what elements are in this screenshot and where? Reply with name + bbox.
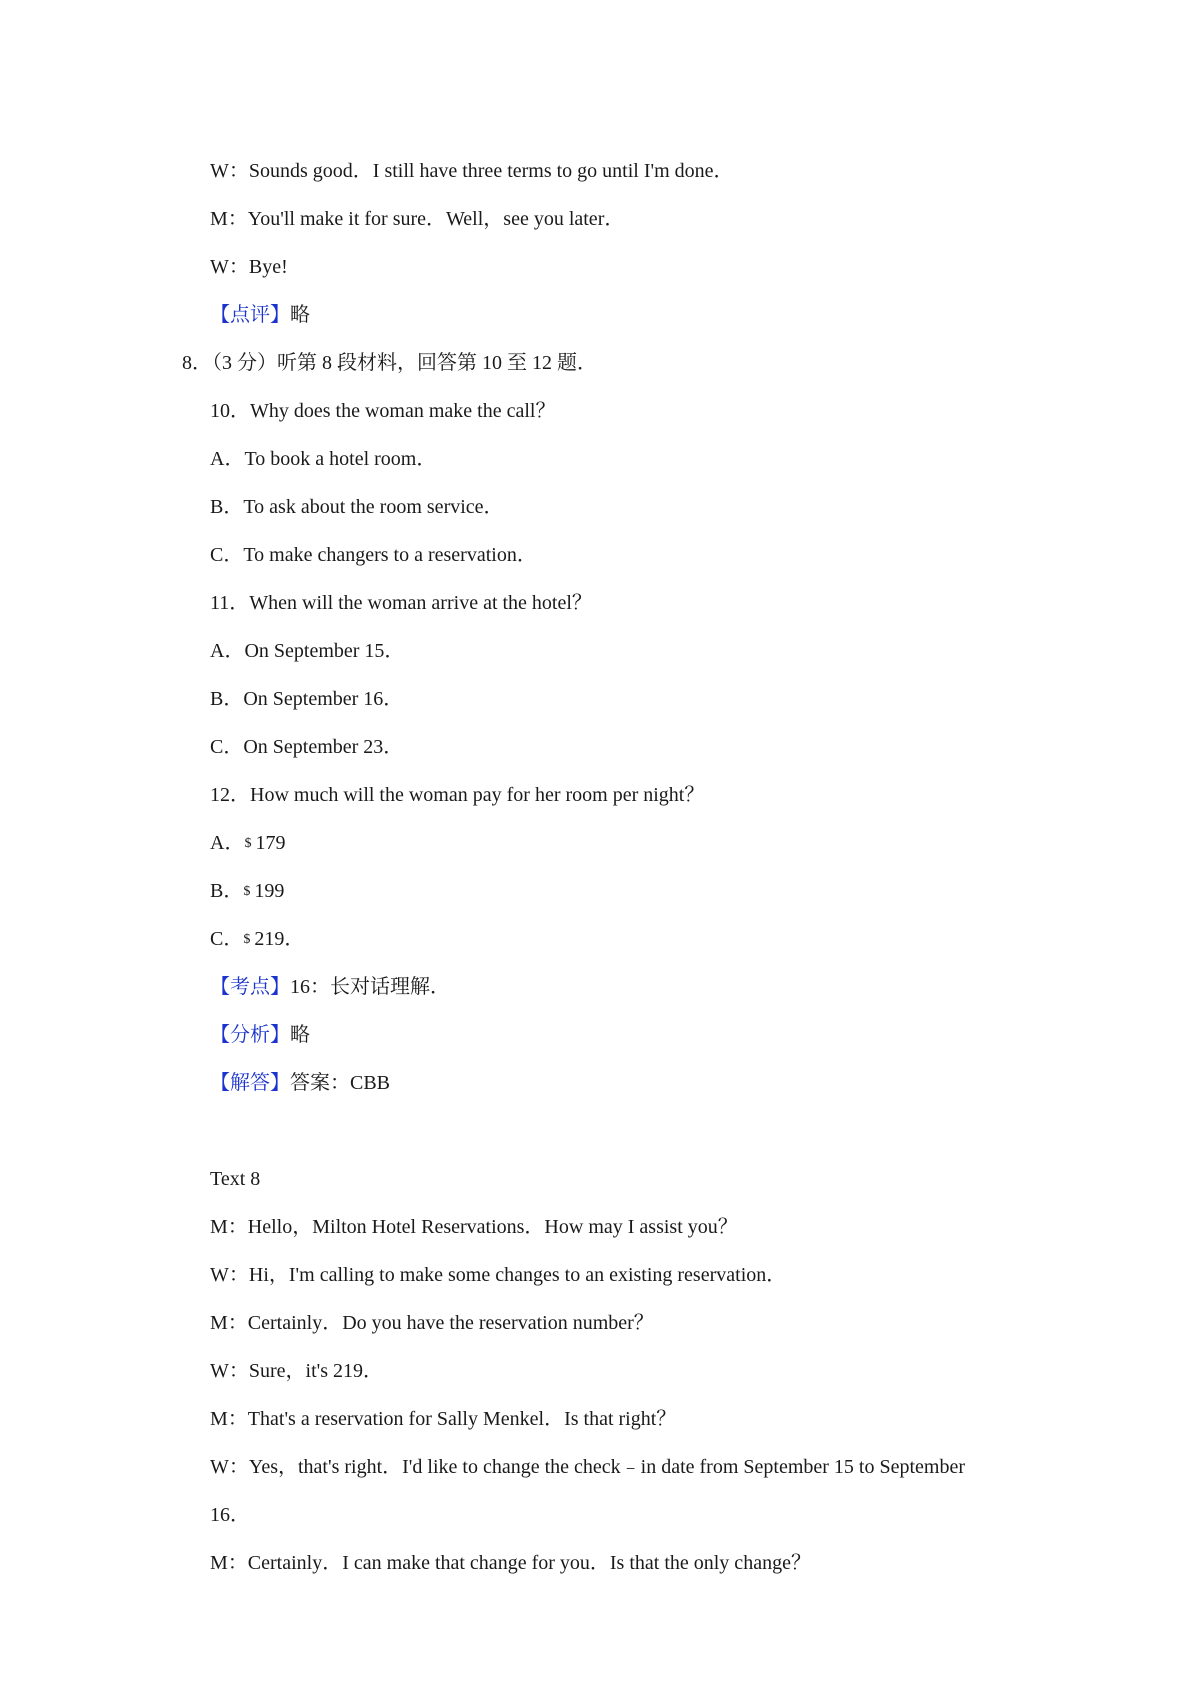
annotation-text: 答案：CBB (290, 1072, 391, 1094)
transcript-line (210, 1213, 738, 1241)
comment-tag: 【点评】 (210, 304, 290, 326)
dialogue-text: Bye! (248, 256, 288, 278)
annotation-fenxi (210, 1021, 310, 1049)
speaker-label: W： (210, 1264, 249, 1286)
option-a: A．To book a hotel room． (210, 448, 437, 470)
annotation-jieda (210, 1069, 390, 1097)
transcript-line (210, 1405, 676, 1433)
option-c: C．To make changers to a reservation． (210, 544, 537, 566)
option-b: B．On September 16． (210, 688, 404, 710)
option-a: A．On September 15． (210, 640, 405, 662)
transcript-title: Text 8 (210, 1168, 261, 1190)
option-label: B． (210, 880, 244, 902)
speaker-label: M： (210, 1216, 248, 1238)
transcript-text: 16． (210, 1504, 250, 1526)
transcript-line (210, 1309, 654, 1337)
annotation-tag: 【考点】 (210, 976, 290, 998)
speaker-label: M： (210, 1552, 248, 1574)
transcript-text: Certainly．I can make that change for you．Is that the only change？ (247, 1552, 811, 1574)
option-b: B．To ask about the room service． (210, 496, 504, 518)
transcript-line-continuation (210, 1501, 250, 1529)
option-a (210, 829, 285, 857)
option-amount: 219． (254, 928, 305, 950)
dialogue-line (210, 253, 288, 281)
transcript-line (210, 1549, 811, 1577)
transcript-text: Yes，that's right．I'd like to change the check﹣in date from September 15 to September (248, 1456, 966, 1478)
transcript-text: Hi，I'm calling to make some changes to an existing reservation． (248, 1264, 787, 1286)
speaker-label: W： (210, 1360, 249, 1382)
option-b (210, 877, 284, 905)
transcript-text: Sure，it's 219． (248, 1360, 384, 1382)
transcript-line (210, 1453, 965, 1481)
speaker-label: W： (210, 160, 249, 182)
question-stem: 11．When will the woman arrive at the hotel？ (210, 592, 592, 614)
annotation-text: 略 (290, 1024, 310, 1046)
speaker-label: M： (210, 1312, 248, 1334)
annotation-tag: 【解答】 (210, 1072, 290, 1094)
speaker-label: W： (210, 256, 249, 278)
transcript-text: Certainly．Do you have the reservation number？ (247, 1312, 654, 1334)
option-amount: 199 (254, 880, 285, 902)
annotation-kaodian (210, 973, 450, 1001)
dollar-symbol: $ (243, 884, 251, 899)
dialogue-text: You'll make it for sure．Well，see you later． (247, 208, 625, 230)
dollar-symbol: $ (243, 932, 251, 947)
comment-text: 略 (290, 304, 310, 326)
speaker-label: M： (210, 208, 248, 230)
comment-line (210, 301, 310, 329)
dialogue-text: Sounds good．I still have three terms to go until I'm done． (248, 160, 734, 182)
option-label: C． (210, 928, 244, 950)
dialogue-line (210, 205, 624, 233)
transcript-line (210, 1357, 383, 1385)
question-header: 8．（3 分）听第 8 段材料，回答第 10 至 12 题． (182, 352, 597, 374)
annotation-text: 16：长对话理解． (290, 976, 450, 998)
dollar-symbol: $ (244, 836, 252, 851)
transcript-text: Hello，Milton Hotel Reservations．How may I assist you？ (247, 1216, 738, 1238)
annotation-tag: 【分析】 (210, 1024, 290, 1046)
option-amount: 179 (255, 832, 286, 854)
question-stem: 10．Why does the woman make the call？ (210, 400, 556, 422)
speaker-label: M： (210, 1408, 248, 1430)
question-stem: 12．How much will the woman pay for her room per night？ (210, 784, 705, 806)
dialogue-line (210, 157, 734, 185)
transcript-line (210, 1261, 786, 1289)
option-c (210, 925, 304, 953)
speaker-label: W： (210, 1456, 249, 1478)
option-label: A． (210, 832, 245, 854)
transcript-text: That's a reservation for Sally Menkel．Is that right？ (247, 1408, 677, 1430)
option-c: C．On September 23． (210, 736, 404, 758)
